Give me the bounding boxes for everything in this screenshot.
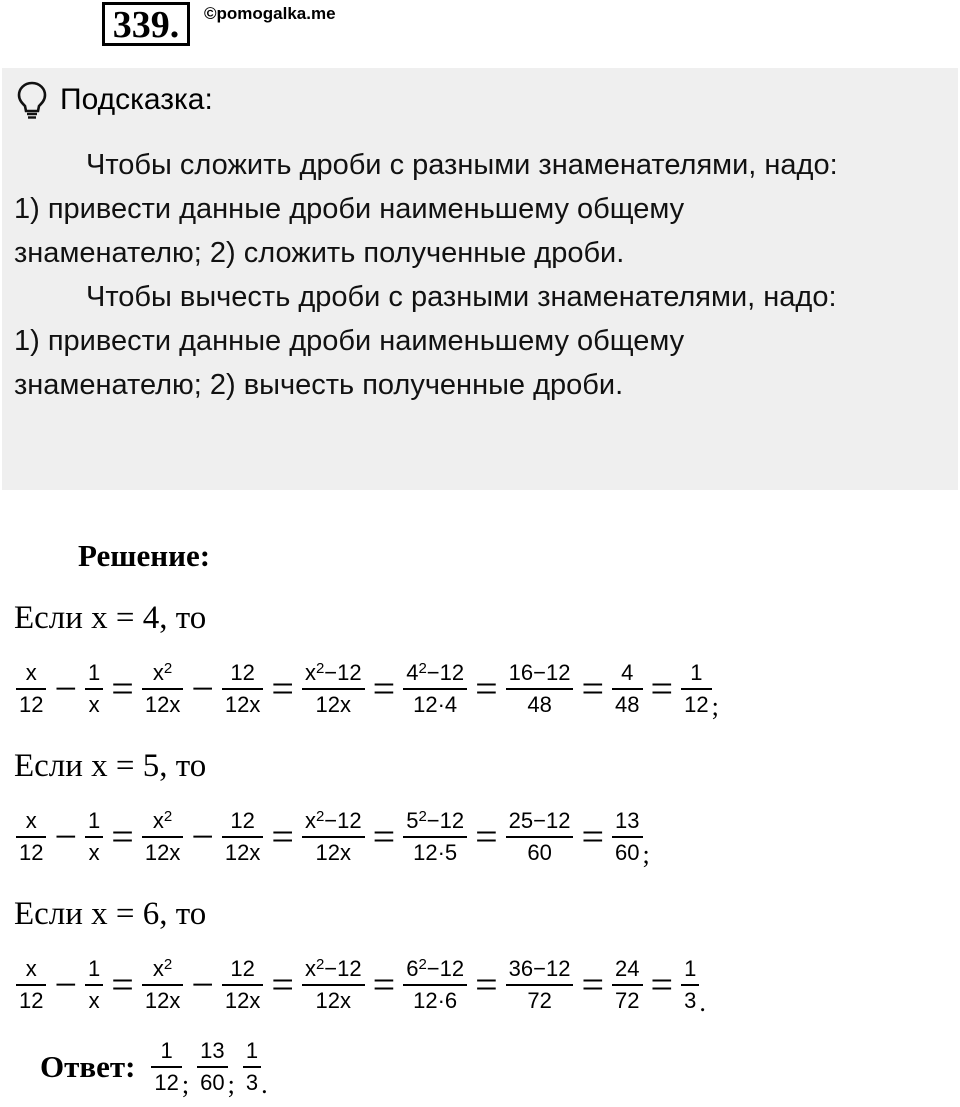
- fraction-numerator: 12: [230, 808, 255, 833]
- fraction: [16, 956, 46, 1014]
- fraction-numerator: 12: [230, 660, 255, 685]
- fraction: [142, 808, 183, 866]
- fraction-denominator: 12·5: [403, 836, 467, 866]
- operator: =: [475, 962, 498, 1007]
- fraction: [612, 660, 642, 718]
- fraction-denominator: 48: [612, 688, 642, 718]
- fraction-numerator: 13: [200, 1038, 225, 1063]
- punctuation: ;: [711, 692, 719, 721]
- hint-title: Подсказка:: [60, 83, 213, 116]
- condition-text: Если x = 6, то: [14, 896, 207, 932]
- punctuation: ;: [181, 1070, 190, 1099]
- operator: =: [271, 814, 294, 859]
- hint-line: Чтобы сложить дроби с разными знаменателями, надо:: [86, 149, 838, 181]
- hint-line: 1) привести данные дроби наименьшему общему: [14, 193, 685, 225]
- fraction: [85, 660, 103, 718]
- operator: =: [271, 666, 294, 711]
- fraction-denominator: 12x: [142, 688, 183, 718]
- problem-number: 339.: [102, 2, 190, 46]
- fraction-numerator: 1: [684, 956, 697, 981]
- punctuation: .: [699, 988, 706, 1017]
- operator: =: [650, 666, 674, 711]
- operator: =: [475, 814, 498, 859]
- fraction-denominator: 12: [16, 836, 46, 866]
- fraction-denominator: 12x: [302, 688, 365, 718]
- fraction: [302, 956, 365, 1014]
- fraction: [142, 660, 183, 718]
- fraction-denominator: 60: [612, 836, 642, 866]
- operator: =: [581, 962, 605, 1007]
- fraction-denominator: 12x: [302, 984, 365, 1014]
- fraction-numerator: 1: [690, 660, 703, 685]
- fraction-numerator: $4^2-12$: [406, 660, 465, 685]
- fraction: [197, 1038, 227, 1096]
- fraction: [222, 808, 263, 866]
- fraction-numerator: 1: [88, 808, 101, 833]
- fraction-numerator: 4: [621, 660, 634, 685]
- lightbulb-icon: [16, 80, 48, 120]
- fraction: [302, 660, 365, 718]
- condition-text: Если x = 5, то: [14, 748, 207, 784]
- fraction-numerator: 13: [615, 808, 640, 833]
- answer-row: [40, 1038, 268, 1099]
- fraction-denominator: 12·4: [403, 688, 467, 718]
- fraction-numerator: x: [25, 956, 37, 981]
- fraction: [243, 1038, 261, 1096]
- fraction-numerator: x: [25, 660, 37, 685]
- fraction-numerator: 24: [615, 956, 640, 981]
- fraction-denominator: 12x: [142, 836, 183, 866]
- operator: =: [650, 962, 674, 1007]
- fraction-numerator: $5^2-12$: [406, 808, 465, 833]
- fraction: [142, 956, 183, 1014]
- solution-heading: Решение:: [78, 538, 211, 573]
- operator: −: [191, 666, 214, 711]
- operator: −: [54, 814, 78, 859]
- fraction-numerator: 36−12: [508, 956, 571, 981]
- operator: −: [54, 962, 78, 1007]
- fraction-denominator: 12x: [222, 984, 263, 1014]
- fraction-denominator: x: [85, 836, 103, 866]
- hint-line: 1) привести данные дроби наименьшему общему: [14, 325, 685, 357]
- fraction-numerator: 16−12: [508, 660, 571, 685]
- fraction: [16, 808, 46, 866]
- operator: =: [372, 666, 396, 711]
- fraction-denominator: 12x: [302, 836, 365, 866]
- fraction: [506, 660, 574, 718]
- operator: =: [372, 814, 396, 859]
- fraction-numerator: $x^2-12$: [304, 956, 362, 981]
- fraction-denominator: x: [85, 984, 103, 1014]
- fraction-denominator: 12: [16, 688, 46, 718]
- equation-row: [14, 956, 706, 1017]
- fraction-numerator: 25−12: [508, 808, 571, 833]
- fraction-denominator: 48: [506, 688, 574, 718]
- operator: =: [475, 666, 498, 711]
- fraction-denominator: 60: [197, 1066, 227, 1096]
- condition-text: Если x = 4, то: [14, 600, 207, 636]
- punctuation: .: [261, 1070, 268, 1099]
- fraction-denominator: 72: [612, 984, 642, 1014]
- fraction-denominator: 3: [243, 1066, 261, 1096]
- fraction-denominator: x: [85, 688, 103, 718]
- fraction: [506, 956, 574, 1014]
- fraction-denominator: 72: [506, 984, 574, 1014]
- fraction-numerator: $x^2$: [152, 808, 173, 833]
- operator: −: [191, 962, 214, 1007]
- fraction: [681, 956, 699, 1014]
- operator: =: [271, 962, 294, 1007]
- operator: =: [111, 814, 134, 859]
- fraction: [612, 808, 642, 866]
- operator: =: [581, 666, 605, 711]
- fraction-numerator: 1: [160, 1038, 173, 1063]
- fraction-numerator: 1: [88, 956, 101, 981]
- fraction-denominator: 12x: [142, 984, 183, 1014]
- fraction-numerator: x: [25, 808, 37, 833]
- fraction: [151, 1038, 181, 1096]
- fraction-numerator: 1: [245, 1038, 259, 1063]
- equation-row: [14, 660, 719, 721]
- operator: =: [581, 814, 605, 859]
- fraction: [85, 808, 103, 866]
- equation-row: [14, 808, 650, 869]
- fraction: [302, 808, 365, 866]
- fraction-denominator: 12: [16, 984, 46, 1014]
- fraction: [681, 660, 711, 718]
- hint-line: Чтобы вычесть дроби с разными знаменателями, надо:: [86, 281, 837, 313]
- hint-line: знаменателю; 2) вычесть полученные дроби.: [14, 369, 624, 401]
- fraction-denominator: 12·6: [403, 984, 467, 1014]
- fraction-denominator: 12x: [222, 836, 263, 866]
- fraction: [16, 660, 46, 718]
- fraction-denominator: 60: [506, 836, 574, 866]
- operator: =: [111, 962, 134, 1007]
- fraction-denominator: 12x: [222, 688, 263, 718]
- fraction-numerator: 12: [230, 956, 255, 981]
- fraction: [85, 956, 103, 1014]
- fraction: [403, 808, 467, 866]
- hint-line: знаменателю; 2) сложить полученные дроби.: [14, 237, 625, 269]
- operator: −: [191, 814, 214, 859]
- punctuation: ;: [642, 840, 650, 869]
- fraction: [222, 956, 263, 1014]
- fraction-denominator: 3: [681, 984, 699, 1014]
- operator: =: [372, 962, 396, 1007]
- punctuation: ;: [227, 1070, 235, 1099]
- watermark: ©pomogalka.me: [204, 4, 336, 23]
- answer-label: Ответ:: [40, 1049, 136, 1084]
- fraction-numerator: $x^2-12$: [304, 660, 362, 685]
- fraction-numerator: $x^2$: [152, 660, 173, 685]
- operator: −: [54, 666, 78, 711]
- fraction-denominator: 12: [681, 688, 711, 718]
- fraction: [403, 956, 467, 1014]
- fraction-numerator: $x^2-12$: [304, 808, 362, 833]
- fraction: [222, 660, 263, 718]
- fraction-numerator: $6^2-12$: [406, 956, 465, 981]
- operator: =: [111, 666, 134, 711]
- fraction: [403, 660, 467, 718]
- fraction-numerator: 1: [88, 660, 101, 685]
- fraction: [506, 808, 574, 866]
- fraction-numerator: $x^2$: [152, 956, 173, 981]
- fraction-denominator: 12: [151, 1066, 181, 1096]
- fraction: [612, 956, 642, 1014]
